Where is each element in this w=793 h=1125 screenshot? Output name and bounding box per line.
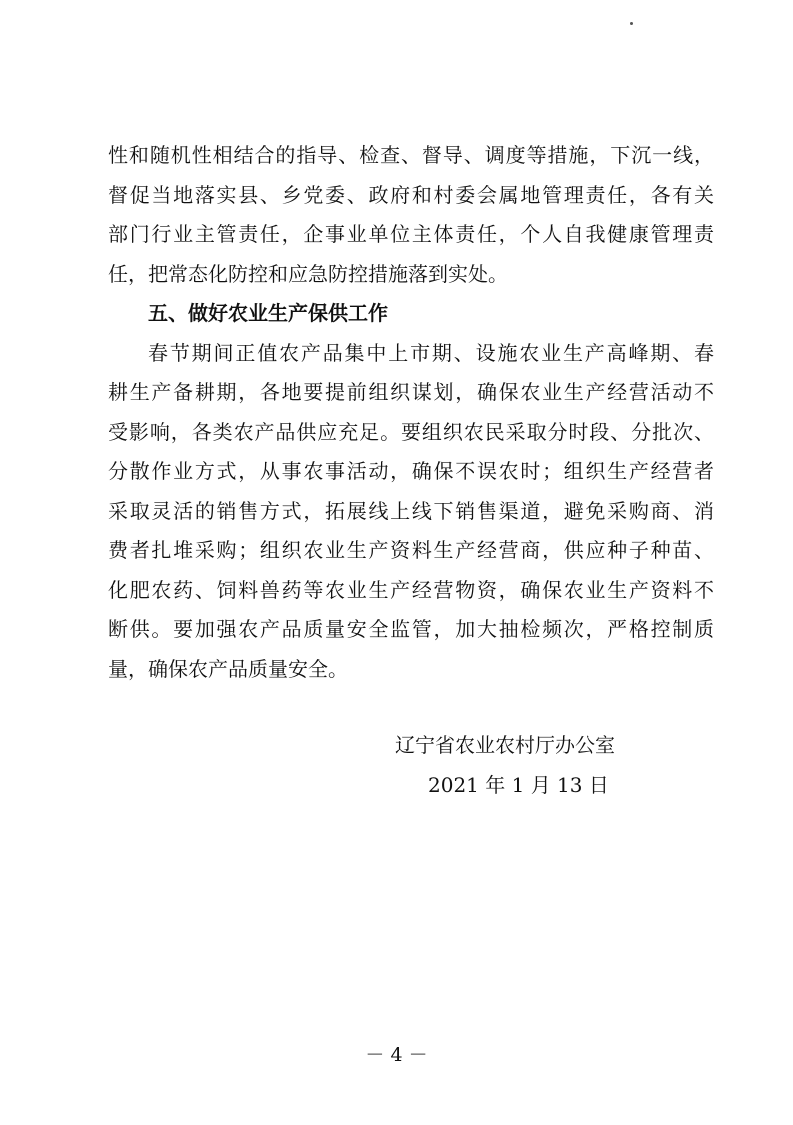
paragraph-line: 分散作业方式，从事农事活动，确保不误农时；组织生产经营者 — [108, 459, 714, 483]
paragraph-line: 受影响，各类农产品供应充足。要组织农民采取分时段、分批次、 — [108, 419, 714, 444]
paragraph-line: 化肥农药、饲料兽药等农业生产经营物资，确保农业生产资料不 — [108, 577, 714, 602]
section-heading: 五、做好农业生产保供工作 — [148, 301, 388, 325]
page-number: － 4 － — [365, 1044, 428, 1066]
paragraph-line: 采取灵活的销售方式，拓展线上线下销售渠道，避免采购商、消 — [108, 498, 714, 523]
paragraph-line: 断供。要加强农产品质量安全监管，加大抽检频次，严格控制质 — [108, 617, 714, 641]
paragraph-line: 任，把常态化防控和应急防控措施落到实处。 — [108, 261, 508, 286]
paragraph-line: 量，确保农产品质量安全。 — [108, 656, 348, 681]
paragraph-line: 春节期间正值农产品集中上市期、设施农业生产高峰期、春 — [148, 340, 714, 365]
issuing-organization: 辽宁省农业农村厅办公室 — [395, 733, 615, 757]
body-text — [108, 136, 714, 689]
paragraph-line: 督促当地落实县、乡党委、政府和村委会属地管理责任，各有关 — [108, 182, 714, 207]
paragraph-line: 耕生产备耕期，各地要提前组织谋划，确保农业生产经营活动不 — [108, 380, 714, 404]
paragraph-line: 部门行业主管责任，企事业单位主体责任，个人自我健康管理责 — [108, 222, 714, 246]
paragraph-line: 费者扎堆采购；组织农业生产资料生产经营商，供应种子种苗、 — [108, 538, 714, 562]
scan-speck — [630, 22, 633, 25]
issue-date: 2021 年 1 月 13 日 — [428, 773, 609, 797]
paragraph-line: 性和随机性相结合的指导、检查、督导、调度等措施，下沉一线， — [108, 143, 714, 167]
